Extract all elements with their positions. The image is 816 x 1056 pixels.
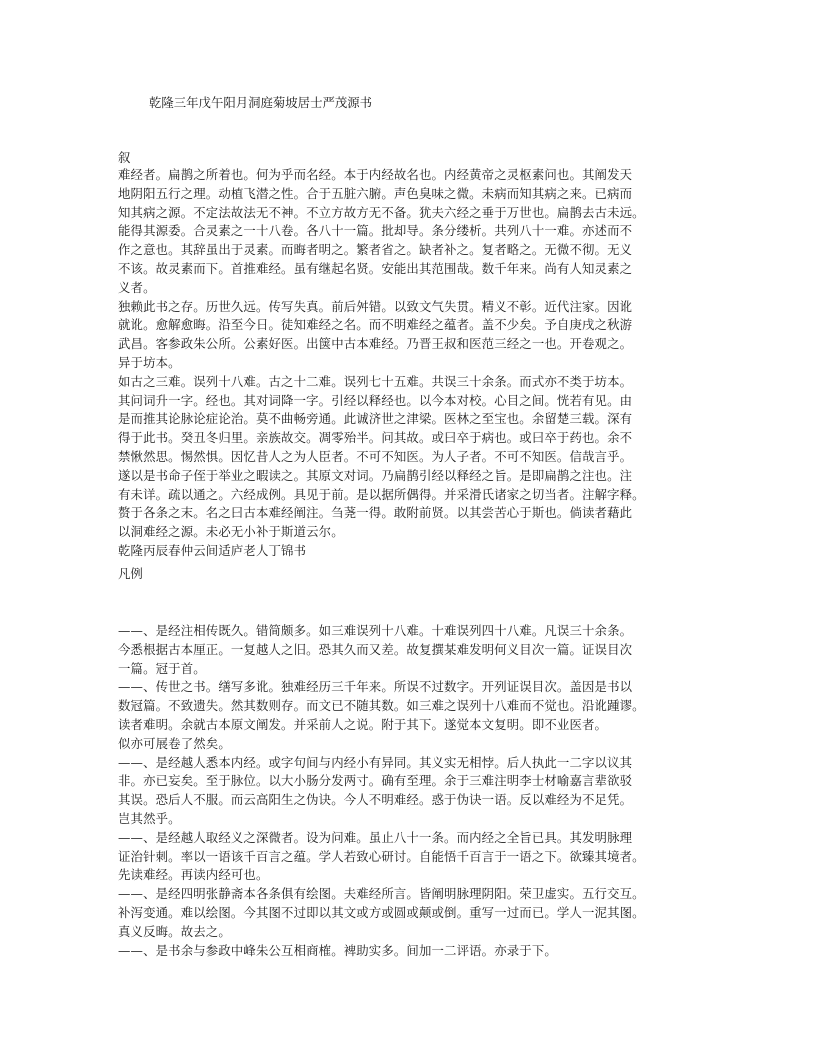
- preface-heading: 叙: [118, 150, 131, 165]
- preface-line: 遂以是书命子侄于举业之暇读之。其原文对词。乃扁鹊引经以释经之旨。是即扁鹊之注也。注: [118, 467, 633, 483]
- fanli-line: 其误。恐后人不服。而云高阳生之伪诀。今人不明难经。惑于伪诀一语。反以难经为不足凭。: [118, 792, 633, 808]
- preface-line: 不该。故灵素而下。首推难经。虽有继起名贤。安能出其范围哉。数千年来。尚有人知灵素之: [118, 260, 633, 276]
- preface-body: [118, 166, 645, 561]
- preface-signature: 乾隆丙辰春仲云间适庐老人丁锦书: [118, 542, 307, 558]
- fanli-line: 数冠篇。不致遗失。然其数则存。而文已不随其数。如三难之误列十八难而不觉也。沿讹踵谬。: [118, 698, 645, 714]
- preface-line: 能得其源委。合灵素之一十八卷。各八十一篇。批却导。条分缕析。共列八十一难。亦述而不: [118, 223, 633, 239]
- fanli-line: ——、是书余与参政中峰朱公互相商榷。裨助实多。间加一二评语。亦录于下。: [118, 942, 557, 958]
- fanli-line: 先读难经。再读内经可也。: [118, 867, 269, 883]
- fanli-line: ——、传世之书。缮写多讹。独难经历三千年来。所误不过数字。开列证误目次。盖因是书以: [118, 679, 633, 695]
- preface-line: 是而推其论脉论症论治。莫不曲畅旁通。此诚济世之津梁。医林之至宝也。余留楚三载。深有: [118, 411, 633, 427]
- fanli-line: 读者难明。余就古本原文阐发。并采前人之说。附于其下。遂觉本文复明。即不业医者。: [118, 716, 608, 732]
- fanli-line: ——、是经越人取经义之深微者。设为问难。虽止八十一条。而内经之全旨已具。其发明脉理: [118, 829, 633, 845]
- preface-line: 禁愀然思。惕然惧。因忆昔人之为人臣者。不可不知医。为人子者。不可不知医。信哉言乎。: [118, 448, 633, 464]
- subtitle: 乾隆三年戊午阳月洞庭菊坡居士严茂源书: [149, 95, 373, 110]
- preface-line: 得于此书。癸丑冬归里。亲族故交。凋零殆半。问其故。或曰卒于病也。或曰卒于药也。余不: [118, 430, 633, 446]
- fanli-body: [118, 622, 645, 960]
- fanli-line: 岂其然乎。: [118, 810, 181, 826]
- preface-line: 武昌。客参政朱公所。公素好医。出箧中古本难经。乃晋王叔和医范三经之一也。开卷观之。: [118, 336, 633, 352]
- fanli-line: ——、是经越人悉本内经。或字句间与内经小有异同。其义实无相悖。后人执此一二字以议其: [118, 754, 633, 770]
- fanli-heading: 凡例: [118, 566, 143, 581]
- preface-line: 义者。: [118, 279, 156, 295]
- fanli-line: 真义反晦。故去之。: [118, 923, 231, 939]
- fanli-line: 补泻变通。难以绘图。今其图不过即以其文或方或圆或颠或倒。重写一过而已。学人一泥其图。: [118, 904, 645, 920]
- preface-line: 知其病之源。不定法故法无不神。不立方故方无不备。犹夫六经之垂于万世也。扁鹊去古未远。: [118, 204, 645, 220]
- fanli-line: 似亦可展卷了然矣。: [118, 735, 231, 751]
- preface-line: 就讹。愈解愈晦。沿至今日。徒知难经之名。而不明难经之蕴者。盖不少矣。予自庚戌之秋游: [118, 317, 633, 333]
- preface-line: 异于坊本。: [118, 354, 181, 370]
- fanli-line: ——、是经四明张静斋本各条俱有绘图。夫难经所言。皆阐明脉理阴阳。荣卫虚实。五行交互。: [118, 886, 645, 902]
- preface-line: 以洞难经之源。未必无小补于斯道云尔。: [118, 524, 344, 540]
- preface-line: 地阴阳五行之理。动植飞潜之性。合于五脏六腑。声色臭味之微。未病而知其病之来。已病而: [118, 185, 633, 201]
- fanli-line: 今悉根据古本厘正。一复越人之旧。恐其久而又差。故复撰某难发明何义目次一篇。证误目次: [118, 641, 633, 657]
- preface-line: 有未详。疏以通之。六经成例。具见于前。是以据所偶得。并采滑氏诸家之切当者。注解字释。: [118, 486, 645, 502]
- fanli-line: 一篇。冠于首。: [118, 660, 206, 676]
- preface-line: 赘于各条之末。名之曰古本难经阐注。刍荛一得。敢附前贤。以其尝苦心于斯也。倘读者藉此: [118, 505, 633, 521]
- preface-line: 作之意也。其辞虽出于灵素。而晦者明之。繁者省之。缺者补之。复者略之。无微不彻。无义: [118, 242, 633, 258]
- fanli-line: 证治针刺。率以一语该千百言之蕴。学人若致心研讨。自能悟千百言于一语之下。欲臻其境者。: [118, 848, 645, 864]
- preface-line: 其问词升一字。经也。其对词降一字。引经以释经也。以今本对校。心目之间。恍若有见。由: [118, 392, 633, 408]
- preface-line: 难经者。扁鹊之所着也。何为乎而名经。本于内经故名也。内经黄帝之灵枢素问也。其阐发天: [118, 167, 633, 182]
- preface-line: 如古之三难。误列十八难。古之十二难。误列七十五难。共误三十余条。而式亦不类于坊本。: [118, 373, 633, 389]
- fanli-line: ——、是经注相传既久。错简颇多。如三难误列十八难。十难误列四十八难。凡误三十余条。: [118, 623, 633, 638]
- fanli-line: 非。亦已妄矣。至于脉位。以大小肠分发两寸。确有至理。余于三难注明李士材喻嘉言辈欲驳: [118, 773, 633, 789]
- preface-line: 独赖此书之存。历世久远。传写失真。前后舛错。以致文气失贯。精义不彰。近代注家。因讹: [118, 298, 633, 314]
